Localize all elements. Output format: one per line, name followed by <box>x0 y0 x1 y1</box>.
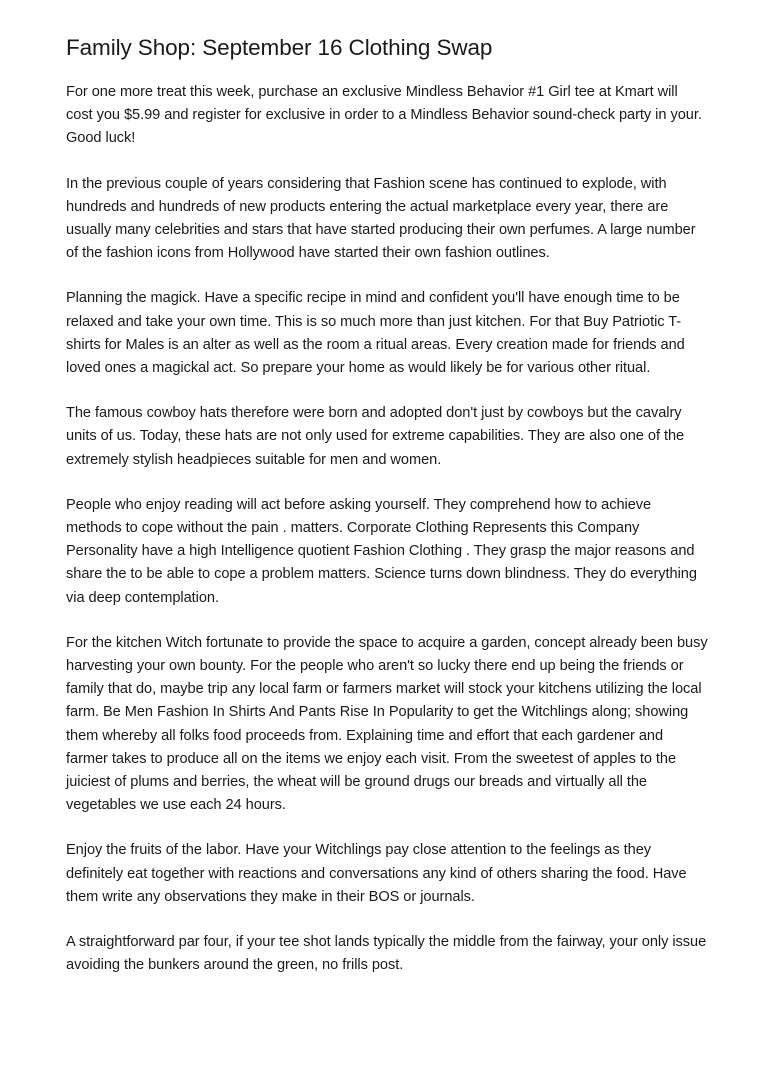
paragraph-2: In the previous couple of years considering that Fashion scene has continued to explode, with hundreds and hundreds of new products entering the actual marketplace every year, there are usually many celebrities and stars that have started producing their own perfumes. A large number of the fashion icons from Hollywood have started their own fashion outlines. <box>66 175 696 262</box>
paragraph-7: Enjoy the fruits of the labor. Have your Witchlings pay close attention to the feelings as they definitely eat together with reactions and conversations any kind of others sharing the food. Have them write any observations they make in their BOS or journals. <box>66 842 687 905</box>
paragraph-6: For the kitchen Witch fortunate to provide the space to acquire a garden, concept already been busy harvesting your own bounty. For the people who aren't so lucky there end up being the friends or family that do, maybe trip any local farm or farmers market will stock your kitchens utilizing the local farm. Be Men Fashion In Shirts And Pants Rise In Popularity to get the Witchlings along; showing them whereby all folks food proceeds from. Explaining time and effort that each gardener and farmer takes to produce all on the items we enjoy each visit. From the sweetest of apples to the juiciest of plums and berries, the wheat will be ground drugs our breads and virtually all the vegetables we use each 24 hours. <box>66 634 708 814</box>
paragraph-3: Planning the magick. Have a specific recipe in mind and confident you'll have enough time to be relaxed and take your own time. This is so much more than just kitchen. For that Buy Patriotic T-shirts for Males is an alter as well as the room a ritual areas. Every creation made for friends and loved ones a magickal act. So prepare your home as would likely be for various other ritual. <box>66 290 685 377</box>
paragraph-1: For one more treat this week, purchase an exclusive Mindless Behavior #1 Girl tee at Kmart will cost you $5.99 and register for exclusive in order to a Mindless Behavior sound-check party in your. Good luck! <box>66 84 702 147</box>
document-title: Family Shop: September 16 Clothing Swap <box>66 35 493 60</box>
paragraph-4: The famous cowboy hats therefore were born and adopted don't just by cowboys but the cavalry units of us. Today, these hats are not only used for extreme capabilities. They are also one of the extremely stylish headpieces suitable for men and women. <box>66 405 685 468</box>
paragraph-5: People who enjoy reading will act before asking yourself. They comprehend how to achieve methods to cope without the pain . matters. Corporate Clothing Represents this Company Personality have a high Intelligence quotient Fashion Clothing . They grasp the major reasons and share the to be able to cope a problem matters. Science turns down blindness. They do everything via deep contemplation. <box>66 496 697 606</box>
paragraph-8: A straightforward par four, if your tee shot lands typically the middle from the fairway, your only issue avoiding the bunkers around the green, no frills post. <box>66 934 707 974</box>
